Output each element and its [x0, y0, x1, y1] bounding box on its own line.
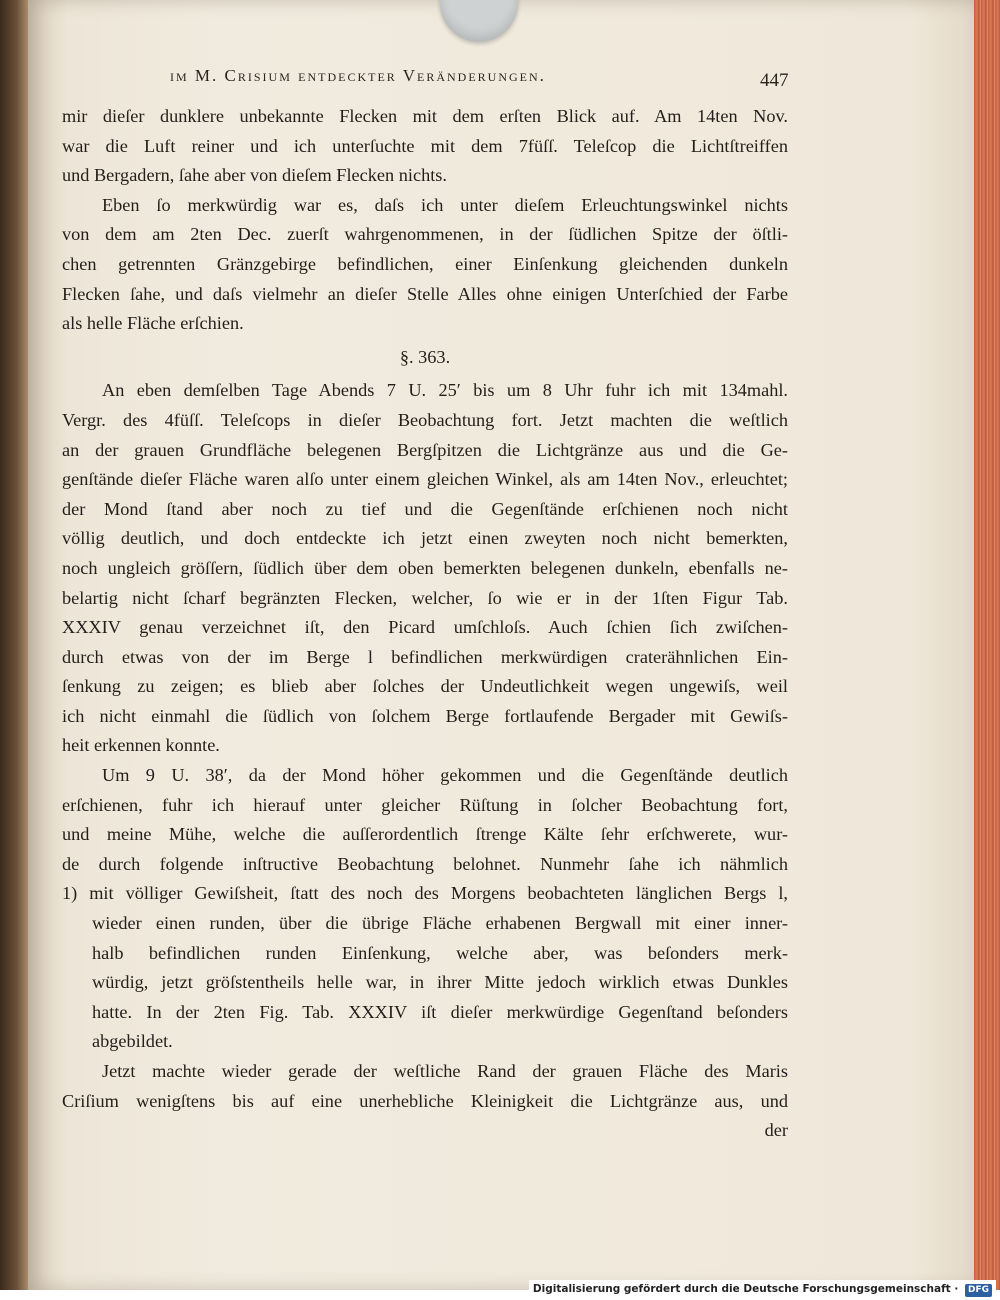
text-line: Criſium wenigſtens bis auf eine unerhebliche Kleinigkeit die Lichtgränze aus, und [62, 1090, 788, 1111]
text-line: würdig, jetzt gröſstentheils helle war, in ihrer Mitte jedoch wirklich etwas Dunkles [92, 972, 788, 993]
book-binding-shadow [0, 0, 28, 1300]
text-line: An eben demſelben Tage Abends 7 U. 25′ bis um 8 Uhr fuhr ich mit 134mahl. [102, 380, 788, 401]
text-line: erſchienen, fuhr ich hierauf unter gleicher Rüſtung in ſolcher Beobachtung fort, [62, 794, 788, 815]
text-line: 1) mit völliger Gewiſsheit, ſtatt des noch des Morgens beobachteten länglichen Bergs l, [62, 883, 788, 904]
page-edges [974, 0, 1000, 1300]
text-line: genſtände dieſer Fläche waren alſo unter einem gleichen Winkel, als am 14ten Nov., erleuchtet; [62, 469, 788, 490]
text-line: halb befindlichen runden Einſenkung, welche aber, was beſonders merk- [92, 942, 788, 963]
text-line: belartig nicht ſcharf begränzten Flecken, welcher, ſo wie er in der 1ſten Figur Tab. [62, 587, 788, 608]
text-line: XXXIV genau verzeichnet iſt, den Picard umſchloſs. Auch ſchien ſich zwiſchen- [62, 617, 788, 638]
section-heading: §. 363. [399, 346, 451, 367]
credit-text: Digitalisierung gefördert durch die Deutsche Forschungsgemeinschaft · [532, 1283, 959, 1295]
page-number: 447 [760, 70, 789, 91]
funding-credit [529, 1280, 996, 1298]
text-line: mir dieſer dunklere unbekannte Flecken mit dem erſten Blick auf. Am 14ten Nov. [62, 106, 788, 126]
text-line: als helle Fläche erſchien. [62, 313, 244, 334]
text-line: an der grauen Grundfläche belegenen Bergſpitzen die Lichtgränze aus und die Ge- [62, 439, 788, 460]
text-line: war die Luft reiner und ich unterſuchte mit dem 7füſſ. Teleſcop die Lichtſtreiffen [62, 135, 788, 156]
text-line: wieder einen runden, über die übrige Fläche erhabenen Bergwall mit einer inner- [92, 913, 788, 934]
text-line: chen getrennten Gränzgebirge befindlichen, einer Einſenkung gleichenden dunkeln [62, 253, 788, 274]
text-line: von dem am 2ten Dec. zuerſt wahrgenommenen, in der ſüdlichen Spitze der öſtli- [62, 224, 788, 245]
text-line: heit erkennen konnte. [62, 735, 220, 756]
text-line: ich nicht einmahl die ſüdlich von ſolchem Berge fortlaufende Bergader mit Gewiſs- [62, 705, 788, 726]
text-line: ſenkung zu zeigen; es blieb aber ſolches der Undeutlichkeit wegen ungewiſs, weil [62, 676, 788, 697]
text-line: völlig deutlich, und doch entdeckte ich jetzt einen zweyten noch nicht bemerkten, [62, 528, 788, 549]
text-line: und Bergadern, ſahe aber von dieſem Flecken nichts. [62, 165, 447, 186]
text-line: Vergr. des 4füſſ. Teleſcops in dieſer Beobachtung fort. Jetzt machten die weſtlich [62, 409, 788, 430]
text-line: durch etwas von der im Berge l befindlichen merkwürdigen craterähnlichen Ein- [62, 646, 788, 667]
body-text [62, 102, 788, 1146]
catchword: der [764, 1120, 788, 1141]
running-title: im M. Crisium entdeckter Veränderungen. [170, 66, 546, 85]
text-line: Um 9 U. 38′, da der Mond höher gekommen und die Gegenſtände deutlich [102, 765, 788, 786]
text-line: der Mond ſtand aber noch zu tief und die Gegenſtände erſchienen noch nicht [62, 498, 788, 519]
text-line: de durch folgende inſtructive Beobachtung belohnet. Nunmehr ſahe ich nähmlich [62, 853, 788, 874]
text-line: hatte. In der 2ten Fig. Tab. XXXIV iſt dieſer merkwürdige Gegenſtand beſonders [92, 1001, 788, 1022]
text-line: noch ungleich gröſſern, ſüdlich über dem oben bemerkten belegenen dunkeln, ebenfalls ne- [62, 557, 788, 578]
dfg-logo-icon: DFG [965, 1284, 992, 1297]
text-line: Flecken ſahe, und daſs vielmehr an dieſer Stelle Alles ohne einigen Unterſchied der Farbe [62, 283, 788, 304]
text-line: und meine Mühe, welche die auſſerordentlich ſtrenge Kälte ſehr erſchwerete, wur- [62, 824, 788, 845]
text-line: Jetzt machte wieder gerade der weſtliche Rand der grauen Fläche des Maris [102, 1061, 788, 1081]
text-line: abgebildet. [92, 1031, 173, 1052]
text-line: Eben ſo merkwürdig war es, daſs ich unter dieſem Erleuchtungswinkel nichts [102, 194, 788, 215]
